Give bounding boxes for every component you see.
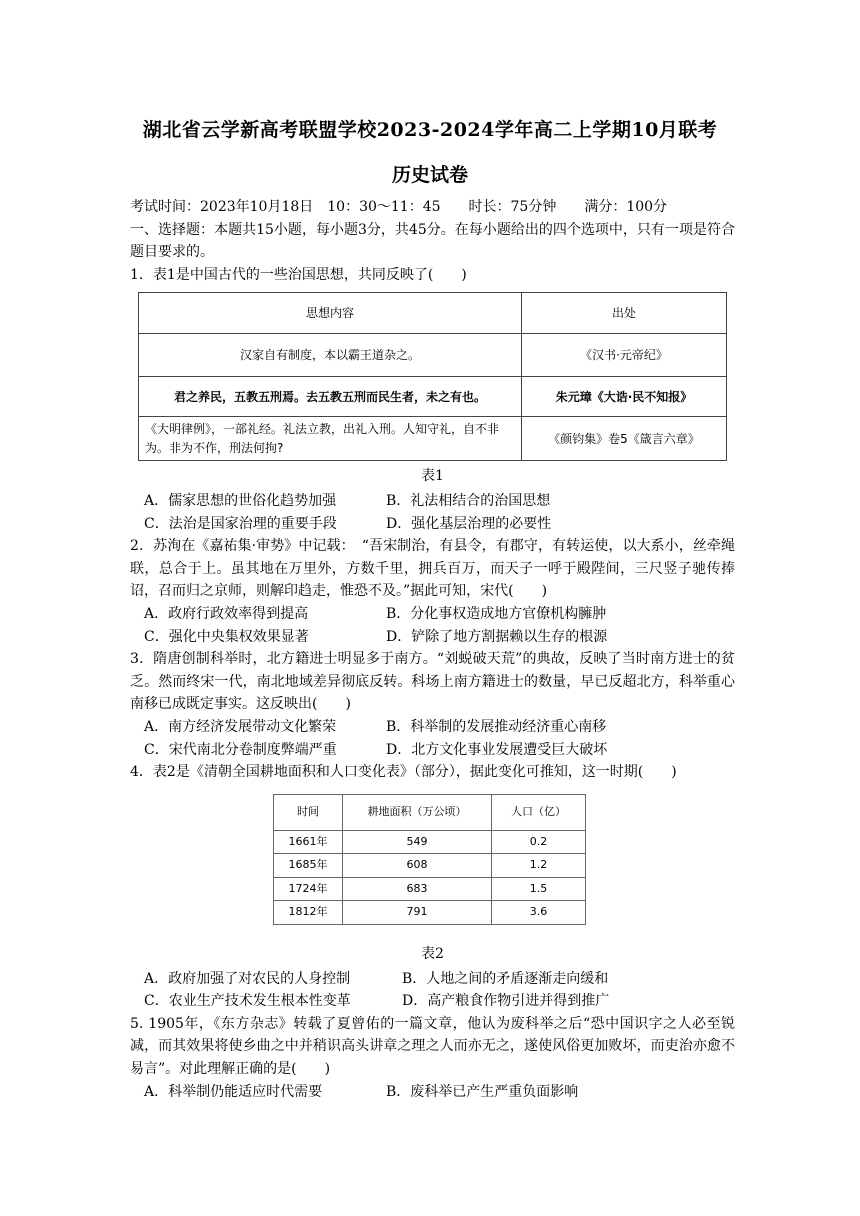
table-row xyxy=(274,901,586,925)
table-2-header-cell: 时间 xyxy=(274,794,343,830)
option-d: D．高产粮食作物引进并得到推广 xyxy=(402,993,610,1010)
table-cell: 0.2 xyxy=(492,830,586,854)
question-4-options-row xyxy=(130,968,735,991)
table-row xyxy=(139,417,727,461)
exam-info: 考试时间：2023年10月18日 10：30～11：45 时长：75分钟 满分：100分 xyxy=(130,199,668,215)
table-cell: 汉家自有制度，本以霸王道杂之。 xyxy=(139,334,522,377)
table-2-caption: 表2 xyxy=(421,946,444,963)
table-cell: 1661年 xyxy=(274,830,343,854)
table-cell: 683 xyxy=(343,877,492,901)
option-b: B．人地之间的矛盾逐渐走向缓和 xyxy=(402,970,609,987)
table-1-header-cell: 出处 xyxy=(522,293,727,334)
table-cell: 1724年 xyxy=(274,877,343,901)
table-2-header-cell: 人口（亿） xyxy=(492,794,586,830)
table-cell: 1685年 xyxy=(274,854,343,878)
question-2-stem: 2．苏洵在《嘉祐集·审势》中记载： “吾宋制治，有县令，有郡守，有转运使，以大系小，丝牵绳联，总合于上。虽其地在万里外，方数千里，拥兵百万，而天子一呼于殿陛间，三尺竖子驰传捧诏，召而归之京师，则解印趋走，惟恐不及。”据此可知，宋代( ) xyxy=(130,538,735,600)
option-b: B．科举制的发展推动经济重心南移 xyxy=(386,718,607,735)
table-2 xyxy=(273,794,586,925)
option-c: C．农业生产技术发生根本性变革 xyxy=(144,993,351,1010)
option-c: C．强化中央集权效果显著 xyxy=(144,628,309,645)
option-a: A．儒家思想的世俗化趋势加强 xyxy=(144,492,337,509)
table-1-caption: 表1 xyxy=(421,468,444,485)
table-2-header-row xyxy=(274,794,586,830)
option-a: A．南方经济发展带动文化繁荣 xyxy=(144,718,337,735)
table-cell: 1.5 xyxy=(492,877,586,901)
question-2-options-row xyxy=(130,626,735,649)
table-1-header-row xyxy=(139,293,727,334)
table-cell: 1.2 xyxy=(492,854,586,878)
option-b: B．分化事权造成地方官僚机构臃肿 xyxy=(386,605,607,622)
option-a: A．政府行政效率得到提高 xyxy=(144,605,309,622)
table-row xyxy=(139,334,727,377)
table-cell: 1812年 xyxy=(274,901,343,925)
table-cell: 君之养民，五教五刑焉。去五教五刑而民生者，未之有也。 xyxy=(139,377,522,417)
question-4-stem: 4．表2是《清朝全国耕地面积和人口变化表》（部分），据此变化可推知，这一时期( ) xyxy=(130,764,677,781)
table-cell: 791 xyxy=(343,901,492,925)
question-2-options-row xyxy=(130,603,735,626)
question-5-stem: 5. 1905年，《东方杂志》转载了夏曾佑的一篇文章，他认为废科举之后“恐中国识字之人必至锐减，而其效果将使乡曲之中并稍识高头讲章之理之人而亦无之，遂使风俗更加败坏，而吏治亦愈不易言”。对此理解正确的是( ) xyxy=(130,1015,735,1078)
exam-content xyxy=(130,196,735,1103)
option-a: A．科举制仍能适应时代需要 xyxy=(144,1083,323,1100)
table-row xyxy=(274,830,586,854)
question-1-stem: 1．表1是中国古代的一些治国思想，共同反映了( ) xyxy=(130,266,467,283)
option-c: C．法治是国家治理的重要手段 xyxy=(144,515,337,532)
section-intro: 一、选择题：本题共15小题，每小题3分，共45分。在每小题给出的四个选项中，只有一项是符合题目要求的。 xyxy=(130,221,735,261)
table-1 xyxy=(138,292,727,461)
option-d: D．北方文化事业发展遭受巨大破坏 xyxy=(386,741,608,758)
option-d: D．铲除了地方割据赖以生存的根源 xyxy=(386,628,608,645)
question-1-options-row xyxy=(130,513,735,536)
table-2-header-cell: 耕地面积（万公顷） xyxy=(343,794,492,830)
table-cell: 《颜钧集》卷5《箴言六章》 xyxy=(522,417,727,461)
table-cell: 608 xyxy=(343,854,492,878)
question-3-options-row xyxy=(130,739,735,762)
exam-subject-title: 历史试卷 xyxy=(391,164,468,186)
question-3-stem: 3．隋唐创制科举时，北方籍进士明显多于南方。“刘蜕破天荒”的典故，反映了当时南方进士的贫乏。然而终宋一代，南北地域差异彻底反转。科场上南方籍进士的数量，早已反超北方，科举重心南移已成既定事实。这反映出( ) xyxy=(130,651,735,713)
table-cell: 《大明律例》，一部礼经。礼法立教，出礼入刑。人知守礼，自不非为。非为不作，刑法何拘? xyxy=(139,417,522,461)
table-cell: 《汉书·元帝纪》 xyxy=(522,334,727,377)
table-row xyxy=(274,854,586,878)
option-c: C．宋代南北分卷制度弊端严重 xyxy=(144,741,337,758)
option-d: D．强化基层治理的必要性 xyxy=(386,515,552,532)
table-1-header-cell: 思想内容 xyxy=(139,293,522,334)
option-a: A．政府加强了对农民的人身控制 xyxy=(144,970,351,987)
option-b: B．废科举已产生严重负面影响 xyxy=(386,1083,579,1100)
option-b: B．礼法相结合的治国思想 xyxy=(386,492,551,509)
table-row xyxy=(274,877,586,901)
table-cell: 549 xyxy=(343,830,492,854)
question-3-options-row xyxy=(130,716,735,739)
question-5-options-row xyxy=(130,1081,735,1104)
question-4-options-row xyxy=(130,990,735,1013)
table-cell: 3.6 xyxy=(492,901,586,925)
question-1-options-row xyxy=(130,490,735,513)
table-row xyxy=(139,377,727,417)
exam-title: 湖北省云学新高考联盟学校2023-2024学年高二上学期10月联考 xyxy=(142,119,718,141)
table-cell: 朱元璋《大诰·民不知报》 xyxy=(522,377,727,417)
